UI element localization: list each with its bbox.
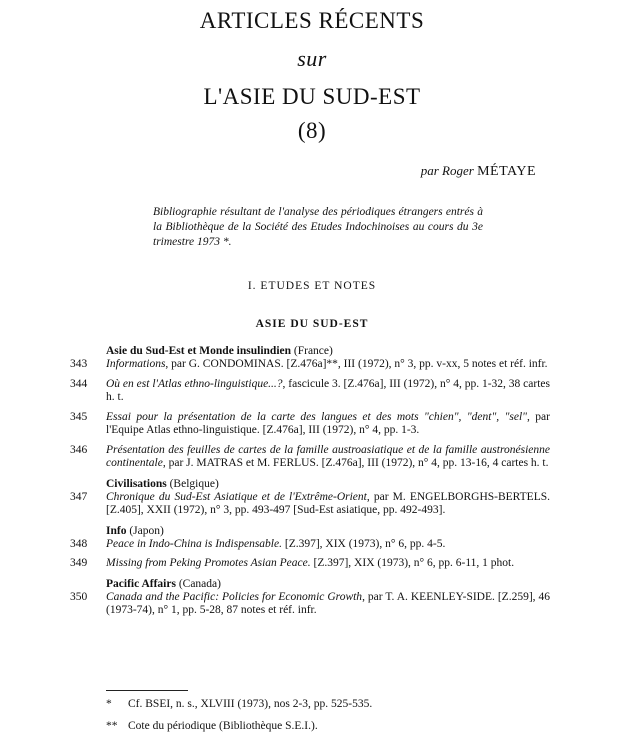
entry-details: , par T. A. KEENLEY-SIDE. [Z.259], 46 (1973-74), n° 1, pp. 5-28, 87 notes et réf. infr. xyxy=(106,590,550,616)
entry-number: 345 xyxy=(70,410,88,423)
entry-title: Essai pour la présentation de la carte des langues et des mots "chien", "dent", "sel" xyxy=(106,410,528,423)
bibliography-list xyxy=(70,344,550,624)
entry-number: 348 xyxy=(70,537,88,550)
section-heading: I. ETUDES ET NOTES xyxy=(247,280,377,292)
bibliography-entry xyxy=(70,557,550,571)
entry-title: Peace in Indo-China is Indispensable. xyxy=(106,537,282,550)
periodical-group xyxy=(70,477,550,518)
entry-number: 344 xyxy=(70,377,88,390)
entry-details: , par l'Equipe Atlas ethno-linguistique. [Z.476a], III (1972), n° 4, pp. 1-3. xyxy=(106,410,550,436)
footnote-text: Cf. BSEI, n. s., XLVIII (1973), nos 2-3, pp. 525-535. xyxy=(128,698,373,710)
entry-text xyxy=(106,378,550,405)
footnote-mark: * xyxy=(106,698,112,710)
subsection-heading: ASIE DU SUD-EST xyxy=(255,318,369,330)
periodical-name: Asie du Sud-Est et Monde insulindien xyxy=(106,345,292,357)
periodical-country: (France) xyxy=(293,345,333,357)
entry-text xyxy=(106,358,550,372)
entry-title: Présentation des feuilles de cartes de la famille austroasiatique et de la famille austronésienne continentale xyxy=(106,443,550,469)
entry-details: [Z.397], XIX (1973), n° 6, pp. 4-5. xyxy=(281,537,446,550)
footnote-mark: ** xyxy=(106,720,118,732)
entry-number: 346 xyxy=(70,443,88,456)
author-line xyxy=(421,163,536,180)
entry-number: 349 xyxy=(70,557,88,569)
title-line-1: ARTICLES RÉCENTS xyxy=(199,8,425,33)
periodical-group xyxy=(70,577,550,618)
bibliography-entry xyxy=(70,591,550,618)
periodical-title xyxy=(106,524,550,538)
entry-number: 350 xyxy=(70,590,88,603)
periodical-name: Info xyxy=(106,524,127,537)
periodical-group xyxy=(70,524,550,571)
entry-title: Chronique du Sud-Est Asiatique et de l'Extrême-Orient xyxy=(106,490,367,503)
entry-text xyxy=(106,557,550,571)
entry-title: Missing from Peking Promotes Asian Peace. xyxy=(106,557,311,569)
entry-text xyxy=(106,538,550,552)
periodical-country: (Belgique) xyxy=(169,477,219,490)
bibliography-entry xyxy=(70,444,550,471)
bibliography-entry xyxy=(70,538,550,552)
entry-details: , fascicule 3. [Z.476a], III (1972), n° 4, pp. 1-32, 38 cartes h. t. xyxy=(106,377,550,403)
entry-details: , par J. MATRAS et M. FERLUS. [Z.476a], III (1972), n° 4, pp. 13-16, 4 cartes h. t. xyxy=(162,457,549,469)
periodical-title xyxy=(106,477,550,491)
author-prefix: par Roger xyxy=(420,163,474,178)
title-line-2: sur xyxy=(297,46,327,71)
periodical-country: (Canada) xyxy=(178,577,221,590)
footnote-rule xyxy=(106,690,188,691)
author-surname: MÉTAYE xyxy=(477,164,536,179)
entry-text xyxy=(106,411,550,438)
periodical-title xyxy=(106,344,550,358)
entry-details: , par M. ENGELBORGHS-BERTELS. [Z.405], XXII (1972), n° 3, pp. 493-497 [Sud-Est asiatique, pp. 492-493]. xyxy=(106,490,551,516)
entry-details: [Z.397], XIX (1973), n° 6, pp. 6-11, 1 phot. xyxy=(310,557,515,569)
entry-number: 343 xyxy=(70,358,88,370)
entry-title: Où en est l'Atlas ethno-linguistique...? xyxy=(106,377,283,390)
entry-details: , par G. CONDOMINAS. [Z.476a]**, III (1972), n° 3, pp. v-xx, 5 notes et réf. infr. xyxy=(165,358,548,370)
entry-text xyxy=(106,491,550,518)
entry-title: Informations xyxy=(106,358,166,370)
periodical-country: (Japon) xyxy=(129,524,164,537)
title-line-3: L'ASIE DU SUD-EST xyxy=(203,84,421,109)
bibliography-entry xyxy=(70,358,550,372)
footnote-text: Cote du périodique (Bibliothèque S.E.I.). xyxy=(128,720,318,732)
bibliography-entry xyxy=(70,491,550,518)
entry-text xyxy=(106,591,550,618)
periodical-name: Pacific Affairs xyxy=(106,577,176,590)
intro-paragraph: Bibliographie résultant de l'analyse des périodiques étrangers entrés à la Bibliothèque de la Société des Etudes Indochinoises au cours du 3e trimestre 1973 *. xyxy=(153,206,483,248)
bibliography-entry xyxy=(70,378,550,405)
entry-number: 347 xyxy=(70,490,88,503)
title-line-4: (8) xyxy=(297,118,327,143)
bibliography-entry xyxy=(70,411,550,438)
periodical-title xyxy=(106,577,550,591)
entry-text xyxy=(106,444,550,471)
periodical-group xyxy=(70,344,550,471)
entry-title: Canada and the Pacific: Policies for Economic Growth xyxy=(106,590,363,603)
footnote-2 xyxy=(106,720,318,732)
footnote-1 xyxy=(106,698,372,710)
periodical-name: Civilisations xyxy=(106,477,167,490)
